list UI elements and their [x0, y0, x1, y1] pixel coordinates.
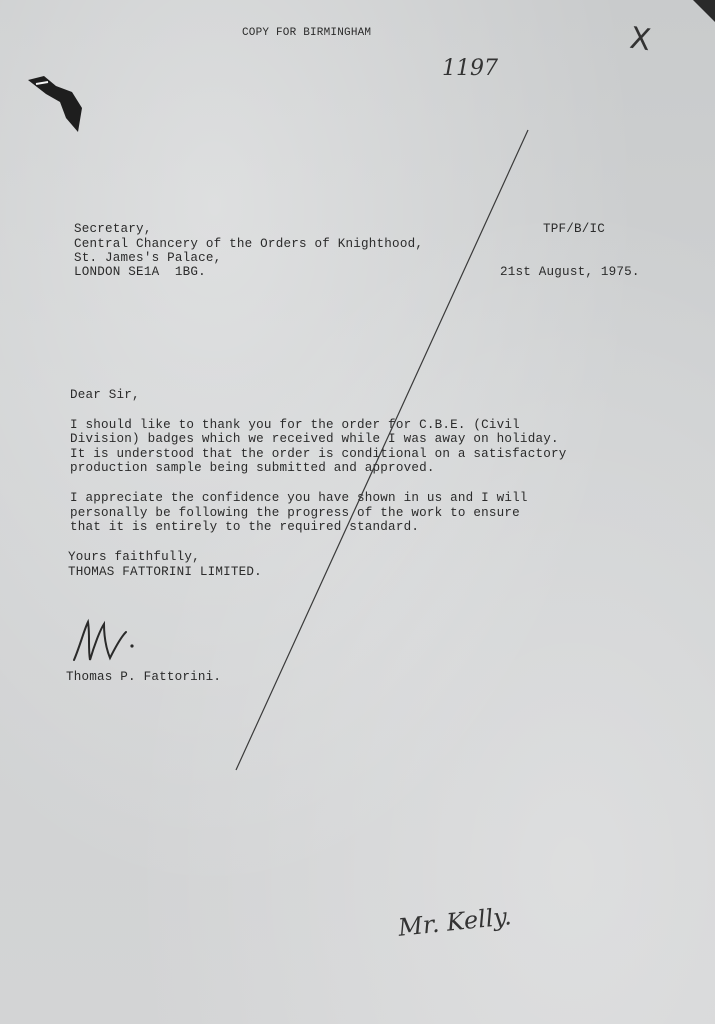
recipient-line-4: LONDON SE1A 1BG.	[74, 265, 206, 279]
paragraph-2-line-1: I appreciate the confidence you have shown in us and I will	[70, 491, 528, 505]
company-name: THOMAS FATTORINI LIMITED.	[68, 565, 262, 579]
corner-mark: X	[627, 20, 653, 59]
valediction: Yours faithfully,	[68, 550, 200, 564]
reference-code: TPF/B/IC	[543, 222, 606, 236]
recipient-line-3: St. James's Palace,	[74, 251, 222, 265]
paragraph-1-line-1: I should like to thank you for the order for C.B.E. (Civil	[70, 418, 520, 432]
paragraph-1-line-4: production sample being submitted and approved.	[70, 461, 435, 475]
recipient-line-1: Secretary,	[74, 222, 152, 236]
paragraph-1-line-3: It is understood that the order is conditional on a satisfactory	[70, 447, 567, 461]
handwritten-reference: 1197	[442, 56, 498, 81]
copy-note: COPY FOR BIRMINGHAM	[242, 27, 372, 39]
handwritten-annotation: Mr. Kelly.	[396, 902, 513, 942]
paragraph-2-line-2: personally be following the progress of the work to ensure	[70, 506, 520, 520]
recipient-line-2: Central Chancery of the Orders of Knighthood,	[74, 237, 424, 251]
signatory-name: Thomas P. Fattorini.	[66, 670, 222, 684]
paragraph-2-line-3: that it is entirely to the required standard.	[70, 520, 420, 534]
salutation: Dear Sir,	[70, 388, 140, 402]
paragraph-1-line-2: Division) badges which we received while I was away on holiday.	[70, 432, 559, 446]
letter-date: 21st August, 1975.	[500, 265, 640, 279]
